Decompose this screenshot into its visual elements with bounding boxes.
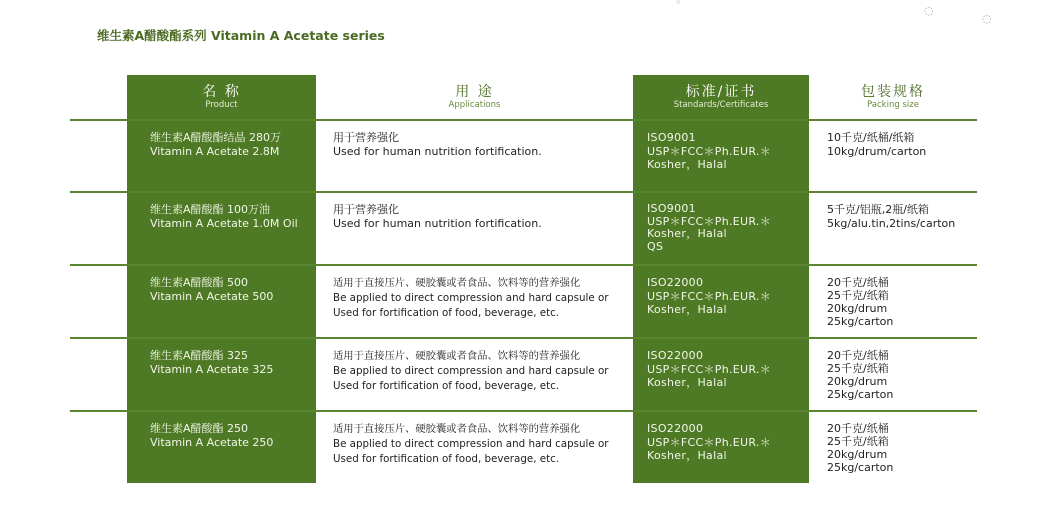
table-row [0,412,1050,484]
product-cell: 维生素A醋酸酯 325 Vitamin A Acetate 325 [150,349,274,376]
packing-cell: 20千克/纸桶 25千克/纸箱 20kg/drum 25kg/carton [827,349,894,401]
applications-cell: 适用于直接压片、硬胶囊或者食品、饮料等的营养强化 Be applied to direct compression and hard capsule or Used for fortification of food, beverage, etc. [333,423,609,465]
table-row [0,121,1050,193]
header-applications: 用 途 Applications [448,84,501,110]
product-cell: 维生素A醋酸酯 250 Vitamin A Acetate 250 [150,422,274,449]
applications-cell: 用于营养强化 Used for human nutrition fortification. [333,131,542,158]
standards-cell: ISO22000 USP＊FCC＊Ph.EUR.＊ Kosher，Halal [647,349,772,389]
table-row [0,193,1050,265]
page-title: 维生素A醋酸酯系列 Vitamin A Acetate series [97,28,385,43]
applications-cell: 适用于直接压片、硬胶囊或者食品、饮料等的营养强化 Be applied to direct compression and hard capsule or Used for fortification of food, beverage, etc. [333,277,609,319]
bubble-decoration-icon: ◌ [982,12,992,25]
applications-cell: 适用于直接压片、硬胶囊或者食品、饮料等的营养强化 Be applied to direct compression and hard capsule or Used for fortification of food, beverage, etc. [333,350,609,392]
standards-cell: ISO22000 USP＊FCC＊Ph.EUR.＊ Kosher，Halal [647,422,772,462]
header-product: 名 称 Product [202,84,241,110]
packing-cell: 10千克/纸桶/纸箱 10kg/drum/carton [827,131,927,158]
applications-cell: 用于营养强化 Used for human nutrition fortification. [333,203,542,230]
product-cell: 维生素A醋酸酯 500 Vitamin A Acetate 500 [150,276,274,303]
header-packing: 包装规格 Packing size [861,84,925,110]
packing-cell: 20千克/纸桶 25千克/纸箱 20kg/drum 25kg/carton [827,422,894,474]
standards-cell: ISO22000 USP＊FCC＊Ph.EUR.＊ Kosher，Halal [647,276,772,316]
table-row [0,266,1050,338]
header-standards: 标准/证书 Standards/Certificates [673,84,769,110]
packing-cell: 20千克/纸桶 25千克/纸箱 20kg/drum 25kg/carton [827,276,894,328]
standards-cell: ISO9001 USP＊FCC＊Ph.EUR.＊ Kosher，Halal [647,131,772,171]
packing-cell: 5千克/铝瓶,2瓶/纸箱 5kg/alu.tin,2tins/carton [827,203,956,230]
product-cell: 维生素A醋酸酯 100万油 Vitamin A Acetate 1.0M Oil [150,203,298,230]
bubble-decoration-icon: ◦ [675,0,682,9]
table-row [0,339,1050,411]
standards-cell: ISO9001 USP＊FCC＊Ph.EUR.＊ Kosher，Halal QS [647,202,772,253]
bubble-decoration-icon: ◌ [924,4,934,17]
product-cell: 维生素A醋酸酯结晶 280万 Vitamin A Acetate 2.8M [150,131,282,158]
